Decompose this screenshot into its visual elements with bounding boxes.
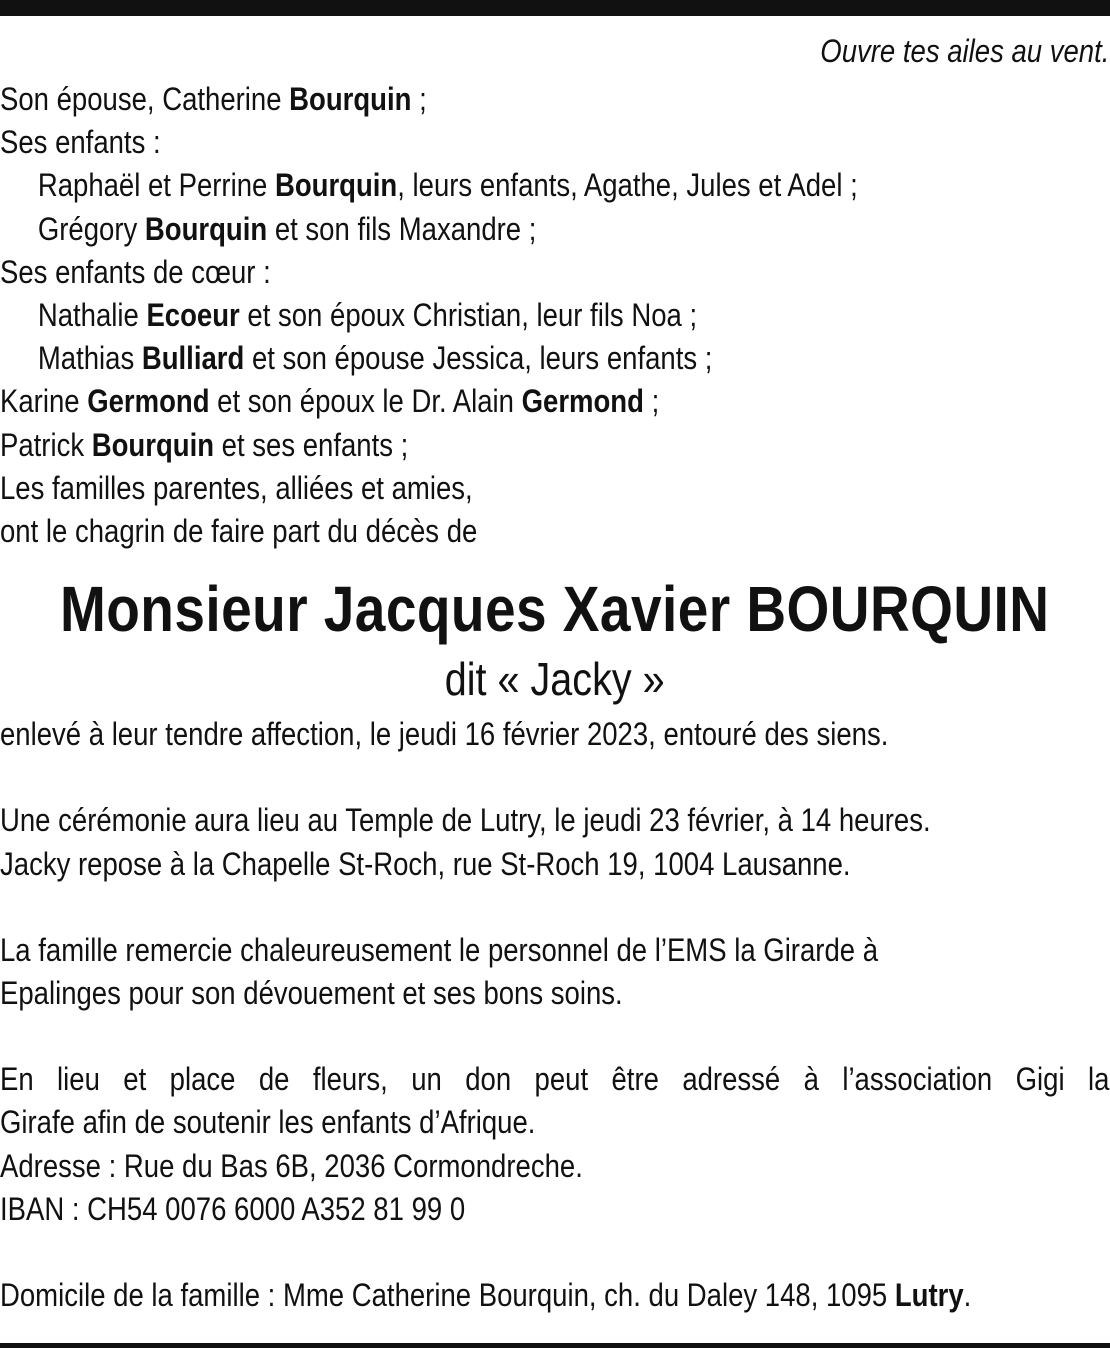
notice-body (0, 28, 1109, 1317)
bottom-rule (0, 1343, 1110, 1348)
thanks-line-1: La famille remercie chaleureusement le personnel de l’EMS la Girarde à (0, 931, 879, 968)
family-spouse: Son épouse, Catherine Bourquin ; (0, 81, 427, 117)
family-children-label: Ses enfants : (0, 124, 161, 161)
family-child-2: Grégory Bourquin et son fils Maxandre ; (37, 210, 537, 247)
deceased-nickname: dit « Jacky » (444, 653, 665, 706)
family-domicile: Domicile de la famille : Mme Catherine Bourquin, ch. du Daley 148, 1095 Lutry. (0, 1277, 972, 1314)
donation-line-1: En lieu et place de fleurs, un don peut être adressé à l’association Gigi la (0, 1061, 1110, 1098)
family-relatives: Les familles parentes, alliées et amies, (0, 469, 473, 506)
family-child-1: Raphaël et Perrine Bourquin, leurs enfants, Agathe, Jules et Adel ; (37, 167, 858, 204)
announcement-line: ont le chagrin de faire part du décès de (0, 513, 478, 550)
thanks-line-2: Epalinges pour son dévouement et ses bons soins. (0, 975, 623, 1012)
donation-iban: IBAN : CH54 0076 6000 A352 81 99 0 (0, 1190, 466, 1227)
family-heart-1: Nathalie Ecoeur et son époux Christian, leur fils Noa ; (37, 297, 698, 334)
family-heart-2: Mathias Bulliard et son épouse Jessica, leurs enfants ; (37, 340, 713, 377)
top-rule (0, 0, 1110, 16)
deceased-name: Monsieur Jacques Xavier BOURQUIN (59, 573, 1050, 646)
passing-line: enlevé à leur tendre affection, le jeudi 16 février 2023, entouré des siens. (0, 716, 889, 753)
spacer (0, 1015, 1109, 1058)
spacer (0, 1231, 1109, 1274)
ceremony-line-1: Une cérémonie aura lieu au Temple de Lutry, le jeudi 23 février, à 14 heures. (0, 802, 931, 839)
spacer (0, 756, 1109, 799)
family-karine: Karine Germond et son époux le Dr. Alain Germond ; (0, 383, 660, 420)
ceremony-line-2: Jacky repose à la Chapelle St-Roch, rue St-Roch 19, 1004 Lausanne. (0, 845, 851, 882)
family-heart-label: Ses enfants de cœur : (0, 253, 271, 290)
motto: Ouvre tes ailes au vent. (820, 33, 1110, 69)
family-patrick: Patrick Bourquin et ses enfants ; (0, 426, 409, 463)
donation-address: Adresse : Rue du Bas 6B, 2036 Cormondreche. (0, 1147, 583, 1184)
donation-line-2: Girafe afin de soutenir les enfants d’Afrique. (0, 1104, 536, 1141)
spacer (0, 886, 1109, 929)
